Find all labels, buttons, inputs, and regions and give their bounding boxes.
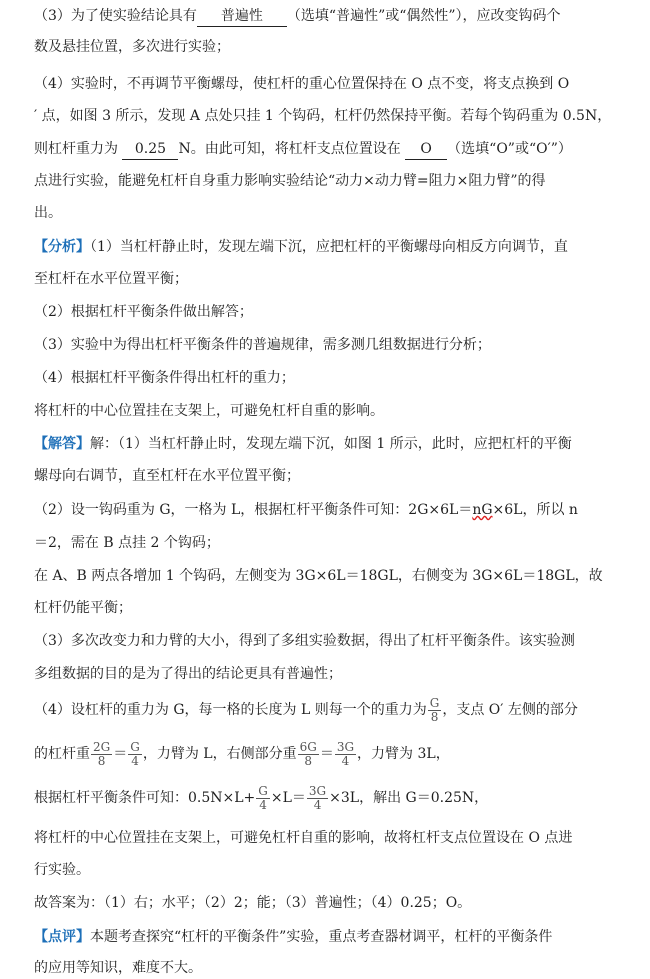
fraction-2g-over-8: $\frac{2G}{8}$ bbox=[93, 739, 111, 768]
solution-line-6: 杠杆仍能平衡； bbox=[34, 600, 132, 616]
fraction-g-over-4-eq: $\frac{G}{4}$ bbox=[258, 783, 268, 812]
solution-line-12: 将杠杆的中心位置挂在支架上，可避免杠杆自重的影响，故将杠杆支点位置设在 O 点进 bbox=[34, 830, 573, 846]
fraction-g-over-4: $\frac{G}{4}$ bbox=[130, 739, 140, 768]
q4-line-2: ′ 点，如图 3 所示，发现 A 点处只挂 1 个钩码，杠杆仍然保持平衡。若每个钩码重为 0.5N， bbox=[34, 108, 612, 124]
answer-blank-pivot: O bbox=[405, 139, 447, 160]
solution-line-2: 螺母向右调节，直至杠杆在水平位置平衡； bbox=[34, 468, 300, 484]
q4-line-4: 点进行实验，能避免杠杆自身重力影响实验结论“动力×动力臂=阻力×阻力臂”的得 bbox=[34, 173, 546, 189]
solution-line-9: （4）设杠杆的重力为 G，每一格的长度为 L 则每一个的重力为 $\frac{G}{8}$ ，支点 O′ 左侧的部分 bbox=[34, 695, 578, 724]
analysis-line-6: 将杠杆的中心位置挂在支架上，可避免杠杆自重的影响。 bbox=[34, 403, 384, 419]
solution-line-11: 根据杠杆平衡条件可知：0.5N×L+ $\frac{G}{4}$ ×L＝ $\frac{3G}{4}$ ×3L，解出 G＝0.25N， bbox=[34, 783, 489, 812]
comment-line-2: 的应用等知识，难度不大。 bbox=[34, 960, 202, 976]
q4-line-1: （4）实验时，不再调节平衡螺母，使杠杆的重心位置保持在 O 点不变，将支点换到 O bbox=[34, 76, 570, 92]
q3-line-1: （3）为了使实验结论具有 普遍性 （选填“普遍性”或“偶然性”），应改变钩码个 bbox=[34, 6, 561, 27]
comment-tag: 【点评】 bbox=[34, 929, 90, 945]
solution-line-5: 在 A、B 两点各增加 1 个钩码，左侧变为 3G×6L＝18GL，右侧变为 3G×6L＝18GL，故 bbox=[34, 568, 603, 584]
solution-line-4: ＝2，需在 B 点挂 2 个钩码； bbox=[34, 535, 220, 551]
analysis-line-4: （3）实验中为得出杠杆平衡条件的普遍规律，需多测几组数据进行分析； bbox=[34, 337, 491, 353]
analysis-tag: 【分析】 bbox=[34, 239, 90, 255]
q3-line-2: 数及悬挂位置，多次进行实验； bbox=[34, 39, 230, 55]
answer-blank-q3: 普遍性 bbox=[197, 6, 287, 27]
solution-line-1: 【解答】解：（1）当杠杆静止时，发现左端下沉，如图 1 所示，此时，应把杠杆的平衡 bbox=[34, 436, 572, 452]
answer-summary: 故答案为：（1）右；水平；（2）2；能；（3）普遍性；（4）0.25；O。 bbox=[34, 895, 472, 911]
analysis-line-3: （2）根据杠杆平衡条件做出解答； bbox=[34, 304, 253, 320]
fraction-3g-over-4: $\frac{3G}{4}$ bbox=[336, 739, 355, 768]
fraction-3g-over-4-eq: $\frac{3G}{4}$ bbox=[308, 783, 327, 812]
analysis-line-2: 至杠杆在水平位置平衡； bbox=[34, 271, 188, 287]
solution-line-3: （2）设一钩码重为 G，一格为 L，根据杠杆平衡条件可知：2G×6L＝nG×6L，所以 n bbox=[34, 502, 578, 518]
solution-line-10: 的杠杆重 $\frac{2G}{8}$ ＝ $\frac{G}{4}$ ，力臂为 L，右侧部分重 $\frac{6G}{8}$ ＝ $\frac{3G}{4}$ ，力臂为 3L， bbox=[34, 739, 450, 768]
solution-line-13: 行实验。 bbox=[34, 862, 90, 878]
solution-tag: 【解答】 bbox=[34, 436, 90, 452]
q4-line-5: 出。 bbox=[34, 205, 62, 221]
answer-blank-weight: 0.25 bbox=[122, 139, 178, 160]
comment-line-1: 【点评】本题考查探究“杠杆的平衡条件”实验，重点考查器材调平，杠杆的平衡条件 bbox=[34, 929, 553, 945]
q4-line-3: 则杠杆重力为 0.25 N。由此可知，将杠杆支点位置设在 O （选填“O”或“O′”） bbox=[34, 139, 572, 160]
analysis-line-1: 【分析】（1）当杠杆静止时，发现左端下沉，应把杠杆的平衡螺母向相反方向调节，直 bbox=[34, 239, 568, 255]
fraction-6g-over-8: $\frac{6G}{8}$ bbox=[299, 739, 317, 768]
analysis-line-5: （4）根据杠杆平衡条件得出杠杆的重力； bbox=[34, 370, 295, 386]
wavy-underline-term: nG bbox=[472, 502, 493, 518]
fraction-g-over-8: $\frac{G}{8}$ bbox=[429, 695, 440, 724]
solution-line-7: （3）多次改变力和力臂的大小，得到了多组实验数据，得出了杠杆平衡条件。该实验测 bbox=[34, 633, 575, 649]
solution-line-8: 多组数据的目的是为了得出的结论更具有普遍性； bbox=[34, 666, 342, 682]
